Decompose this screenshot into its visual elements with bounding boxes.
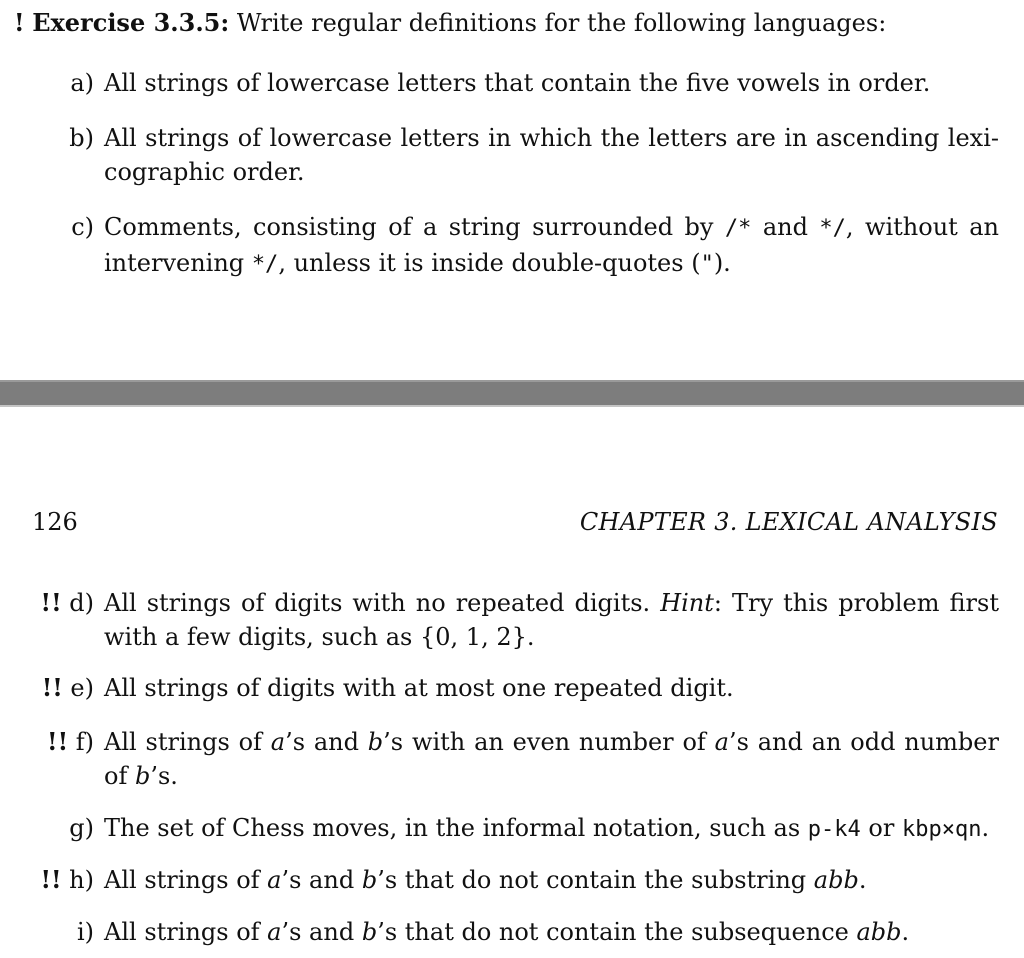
item-text: The set of Chess moves, in the informal notation, such as p-k4 or kbp×qn. bbox=[104, 814, 990, 842]
list-item-d bbox=[0, 586, 1024, 656]
top-page bbox=[0, 0, 1024, 380]
item-text: Comments, consisting of a string surrounded by /* and */, without an intervening */, unless it is inside double-quotes ("). bbox=[104, 213, 1000, 277]
exercise-intro: Write regular definitions for the following languages: bbox=[236, 9, 887, 37]
item-marker: !! d) bbox=[40, 588, 94, 617]
item-marker: b) bbox=[69, 124, 94, 152]
item-text: All strings of a’s and b’s that do not contain the subsequence abb. bbox=[104, 918, 910, 946]
item-text: All strings of digits with no repeated digits. Hint: Try this problem first with a few digits, such as {0, 1, 2}. bbox=[104, 589, 999, 651]
list-item-b bbox=[0, 121, 1024, 191]
list-item-i bbox=[0, 915, 1024, 955]
list-item-f bbox=[0, 725, 1024, 795]
list-item-h bbox=[0, 863, 1024, 903]
list-item-c bbox=[0, 210, 1024, 280]
item-marker: i) bbox=[76, 918, 94, 946]
item-marker: g) bbox=[69, 814, 94, 842]
list-item-e bbox=[0, 671, 1024, 711]
exercise-mark: ! bbox=[14, 8, 25, 37]
chapter-title: CHAPTER 3. LEXICAL ANALYSIS bbox=[579, 508, 998, 536]
item-text: All strings of digits with at most one repeated digit. bbox=[104, 674, 734, 702]
item-marker: c) bbox=[71, 213, 94, 241]
exercise-heading bbox=[14, 8, 886, 38]
list-item-g bbox=[0, 811, 1024, 851]
exercise-label: Exercise 3.3.5: bbox=[32, 8, 230, 37]
page-divider bbox=[0, 380, 1024, 407]
item-marker: !! h) bbox=[40, 865, 94, 894]
item-text: All strings of a’s and b’s that do not contain the substring abb. bbox=[104, 866, 867, 894]
list-item-a bbox=[0, 66, 1024, 106]
item-marker: !! e) bbox=[41, 673, 94, 702]
item-text: All strings of lowercase letters that contain the five vowels in order. bbox=[104, 69, 931, 97]
page-number: 126 bbox=[32, 508, 78, 536]
item-marker: a) bbox=[70, 69, 94, 97]
item-marker: !! f) bbox=[47, 727, 94, 756]
item-text: All strings of a’s and b’s with an even number of a’s and an odd number of b’s. bbox=[104, 728, 999, 790]
item-text: All strings of lowercase letters in which the letters are in ascending lexi- cographic order. bbox=[104, 124, 999, 186]
bottom-page bbox=[0, 407, 1024, 958]
